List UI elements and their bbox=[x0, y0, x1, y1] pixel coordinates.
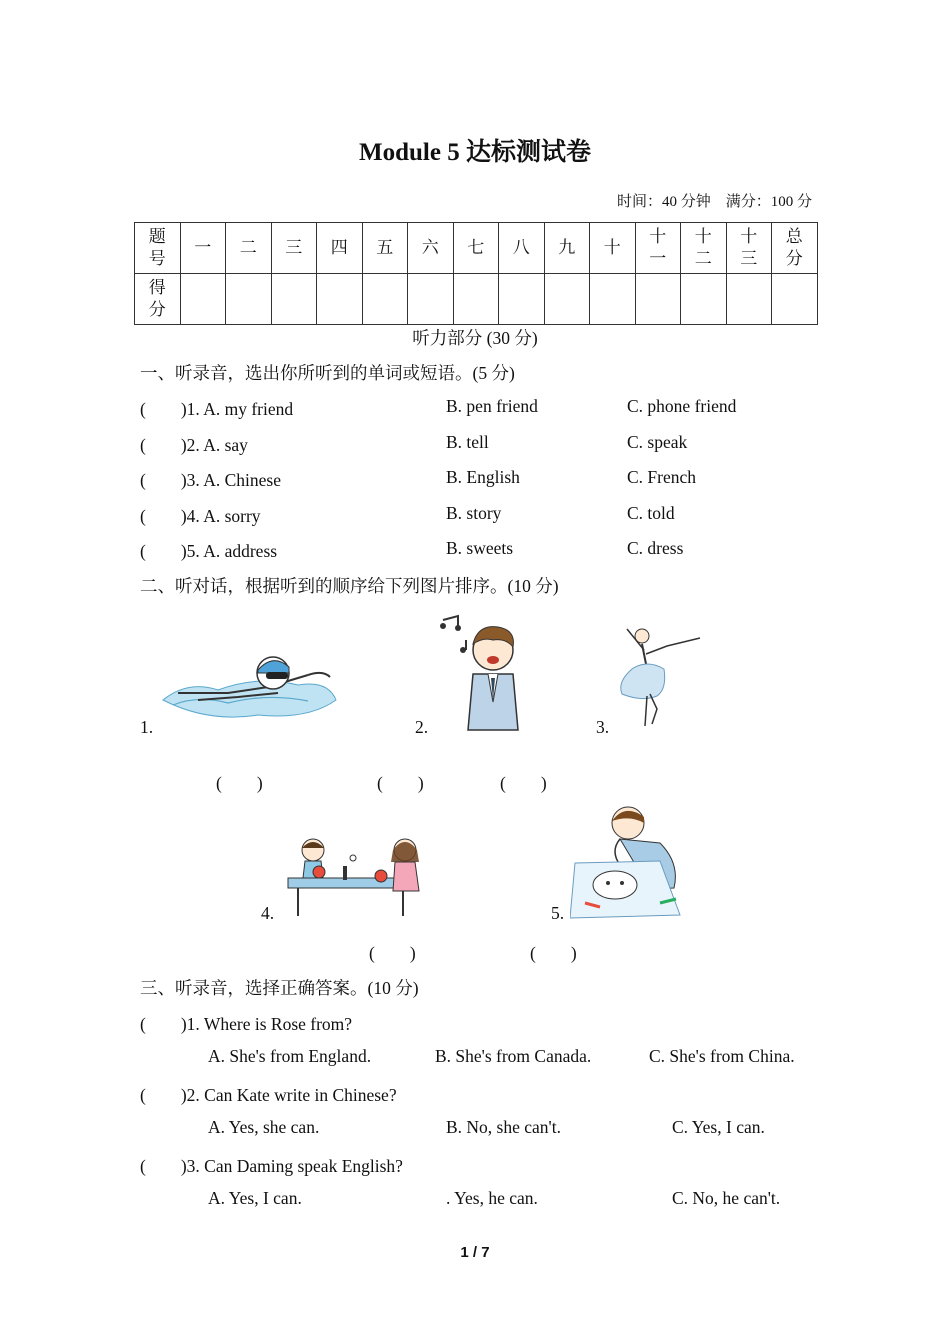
s3-option-b: . Yes, he can. bbox=[446, 1188, 538, 1208]
score-table bbox=[134, 222, 818, 325]
s3-question-stem: ( )3. Can Daming speak English? bbox=[140, 1156, 403, 1176]
listening-header: 听力部分 (30 分) bbox=[412, 328, 538, 348]
score-cell[interactable] bbox=[271, 274, 317, 325]
swimming-picture bbox=[158, 645, 338, 725]
score-col: 十 bbox=[590, 223, 636, 274]
s3-option-a: A. Yes, I can. bbox=[208, 1188, 302, 1208]
picture-label: 2. bbox=[415, 717, 429, 737]
s1-item-b: B. story bbox=[446, 503, 502, 523]
s1-item-stem: ( )5. A. address bbox=[140, 541, 278, 561]
drawing-picture bbox=[570, 803, 695, 921]
score-col: 十 二 bbox=[681, 223, 727, 274]
score-cell[interactable] bbox=[499, 274, 545, 325]
picture-label: 4. bbox=[261, 903, 275, 923]
section1-heading: 一、听录音，选出你所听到的单词或短语。(5 分) bbox=[140, 363, 515, 383]
score-col: 十 三 bbox=[726, 223, 772, 274]
score-cell[interactable] bbox=[590, 274, 636, 325]
s1-item-c: C. speak bbox=[627, 432, 688, 452]
s1-item-stem: ( )2. A. say bbox=[140, 435, 248, 455]
s1-item-stem: ( )4. A. sorry bbox=[140, 506, 261, 526]
score-col: 五 bbox=[362, 223, 408, 274]
score-cell[interactable] bbox=[681, 274, 727, 325]
score-col: 十 一 bbox=[635, 223, 681, 274]
score-cell[interactable] bbox=[635, 274, 681, 325]
score-header-label: 题 号 bbox=[135, 223, 181, 274]
score-cell[interactable] bbox=[317, 274, 363, 325]
s3-option-c: C. Yes, I can. bbox=[672, 1117, 765, 1137]
table-tennis-picture bbox=[283, 836, 433, 921]
s3-option-c: C. She's from China. bbox=[649, 1046, 795, 1066]
s3-option-a: A. She's from England. bbox=[208, 1046, 372, 1066]
score-cell[interactable] bbox=[180, 274, 226, 325]
score-col: 七 bbox=[453, 223, 499, 274]
score-cell[interactable] bbox=[408, 274, 454, 325]
s1-item-b: B. pen friend bbox=[446, 396, 538, 416]
score-col: 九 bbox=[544, 223, 590, 274]
section2-heading: 二、听对话，根据听到的顺序给下列图片排序。(10 分) bbox=[140, 576, 559, 596]
s3-option-b: B. No, she can't. bbox=[446, 1117, 561, 1137]
order-blank[interactable]: ( ) bbox=[377, 773, 424, 793]
score-cell[interactable] bbox=[772, 274, 818, 325]
picture-label: 5. bbox=[551, 903, 565, 923]
score-col: 一 bbox=[180, 223, 226, 274]
order-blank[interactable]: ( ) bbox=[369, 943, 416, 963]
score-col: 八 bbox=[499, 223, 545, 274]
s3-question-stem: ( )1. Where is Rose from? bbox=[140, 1014, 353, 1034]
exam-meta: 时间：40 分钟 满分：100 分 bbox=[616, 194, 812, 210]
score-col: 总 分 bbox=[772, 223, 818, 274]
s1-item-stem: ( )3. A. Chinese bbox=[140, 470, 281, 490]
ballet-picture bbox=[612, 624, 707, 734]
s3-option-a: A. Yes, she can. bbox=[208, 1117, 320, 1137]
s3-option-c: C. No, he can't. bbox=[672, 1188, 781, 1208]
score-col: 六 bbox=[408, 223, 454, 274]
score-cell[interactable] bbox=[544, 274, 590, 325]
s1-item-b: B. English bbox=[446, 467, 520, 487]
s1-item-c: C. told bbox=[627, 503, 675, 523]
picture-label: 3. bbox=[596, 717, 610, 737]
s3-option-b: B. She's from Canada. bbox=[435, 1046, 592, 1066]
score-cell[interactable] bbox=[226, 274, 272, 325]
order-blank[interactable]: ( ) bbox=[216, 773, 263, 793]
s1-item-c: C. French bbox=[627, 467, 697, 487]
s1-item-c: C. dress bbox=[627, 538, 684, 558]
score-cell[interactable] bbox=[362, 274, 408, 325]
s1-item-stem: ( )1. A. my friend bbox=[140, 399, 294, 419]
s3-question-stem: ( )2. Can Kate write in Chinese? bbox=[140, 1085, 397, 1105]
s1-item-c: C. phone friend bbox=[627, 396, 737, 416]
s1-item-b: B. tell bbox=[446, 432, 489, 452]
picture-label: 1. bbox=[140, 717, 154, 737]
page-number: 1 / 7 bbox=[460, 1244, 490, 1261]
score-col: 四 bbox=[317, 223, 363, 274]
page-title: Module 5 达标测试卷 bbox=[359, 139, 591, 166]
order-blank[interactable]: ( ) bbox=[530, 943, 577, 963]
section3-heading: 三、听录音，选择正确答案。(10 分) bbox=[140, 978, 419, 998]
singing-picture bbox=[438, 612, 533, 732]
s1-item-b: B. sweets bbox=[446, 538, 514, 558]
score-cell[interactable] bbox=[453, 274, 499, 325]
score-col: 三 bbox=[271, 223, 317, 274]
score-col: 二 bbox=[226, 223, 272, 274]
order-blank[interactable]: ( ) bbox=[500, 773, 547, 793]
score-cell[interactable] bbox=[726, 274, 772, 325]
score-row-label: 得 分 bbox=[135, 274, 181, 325]
